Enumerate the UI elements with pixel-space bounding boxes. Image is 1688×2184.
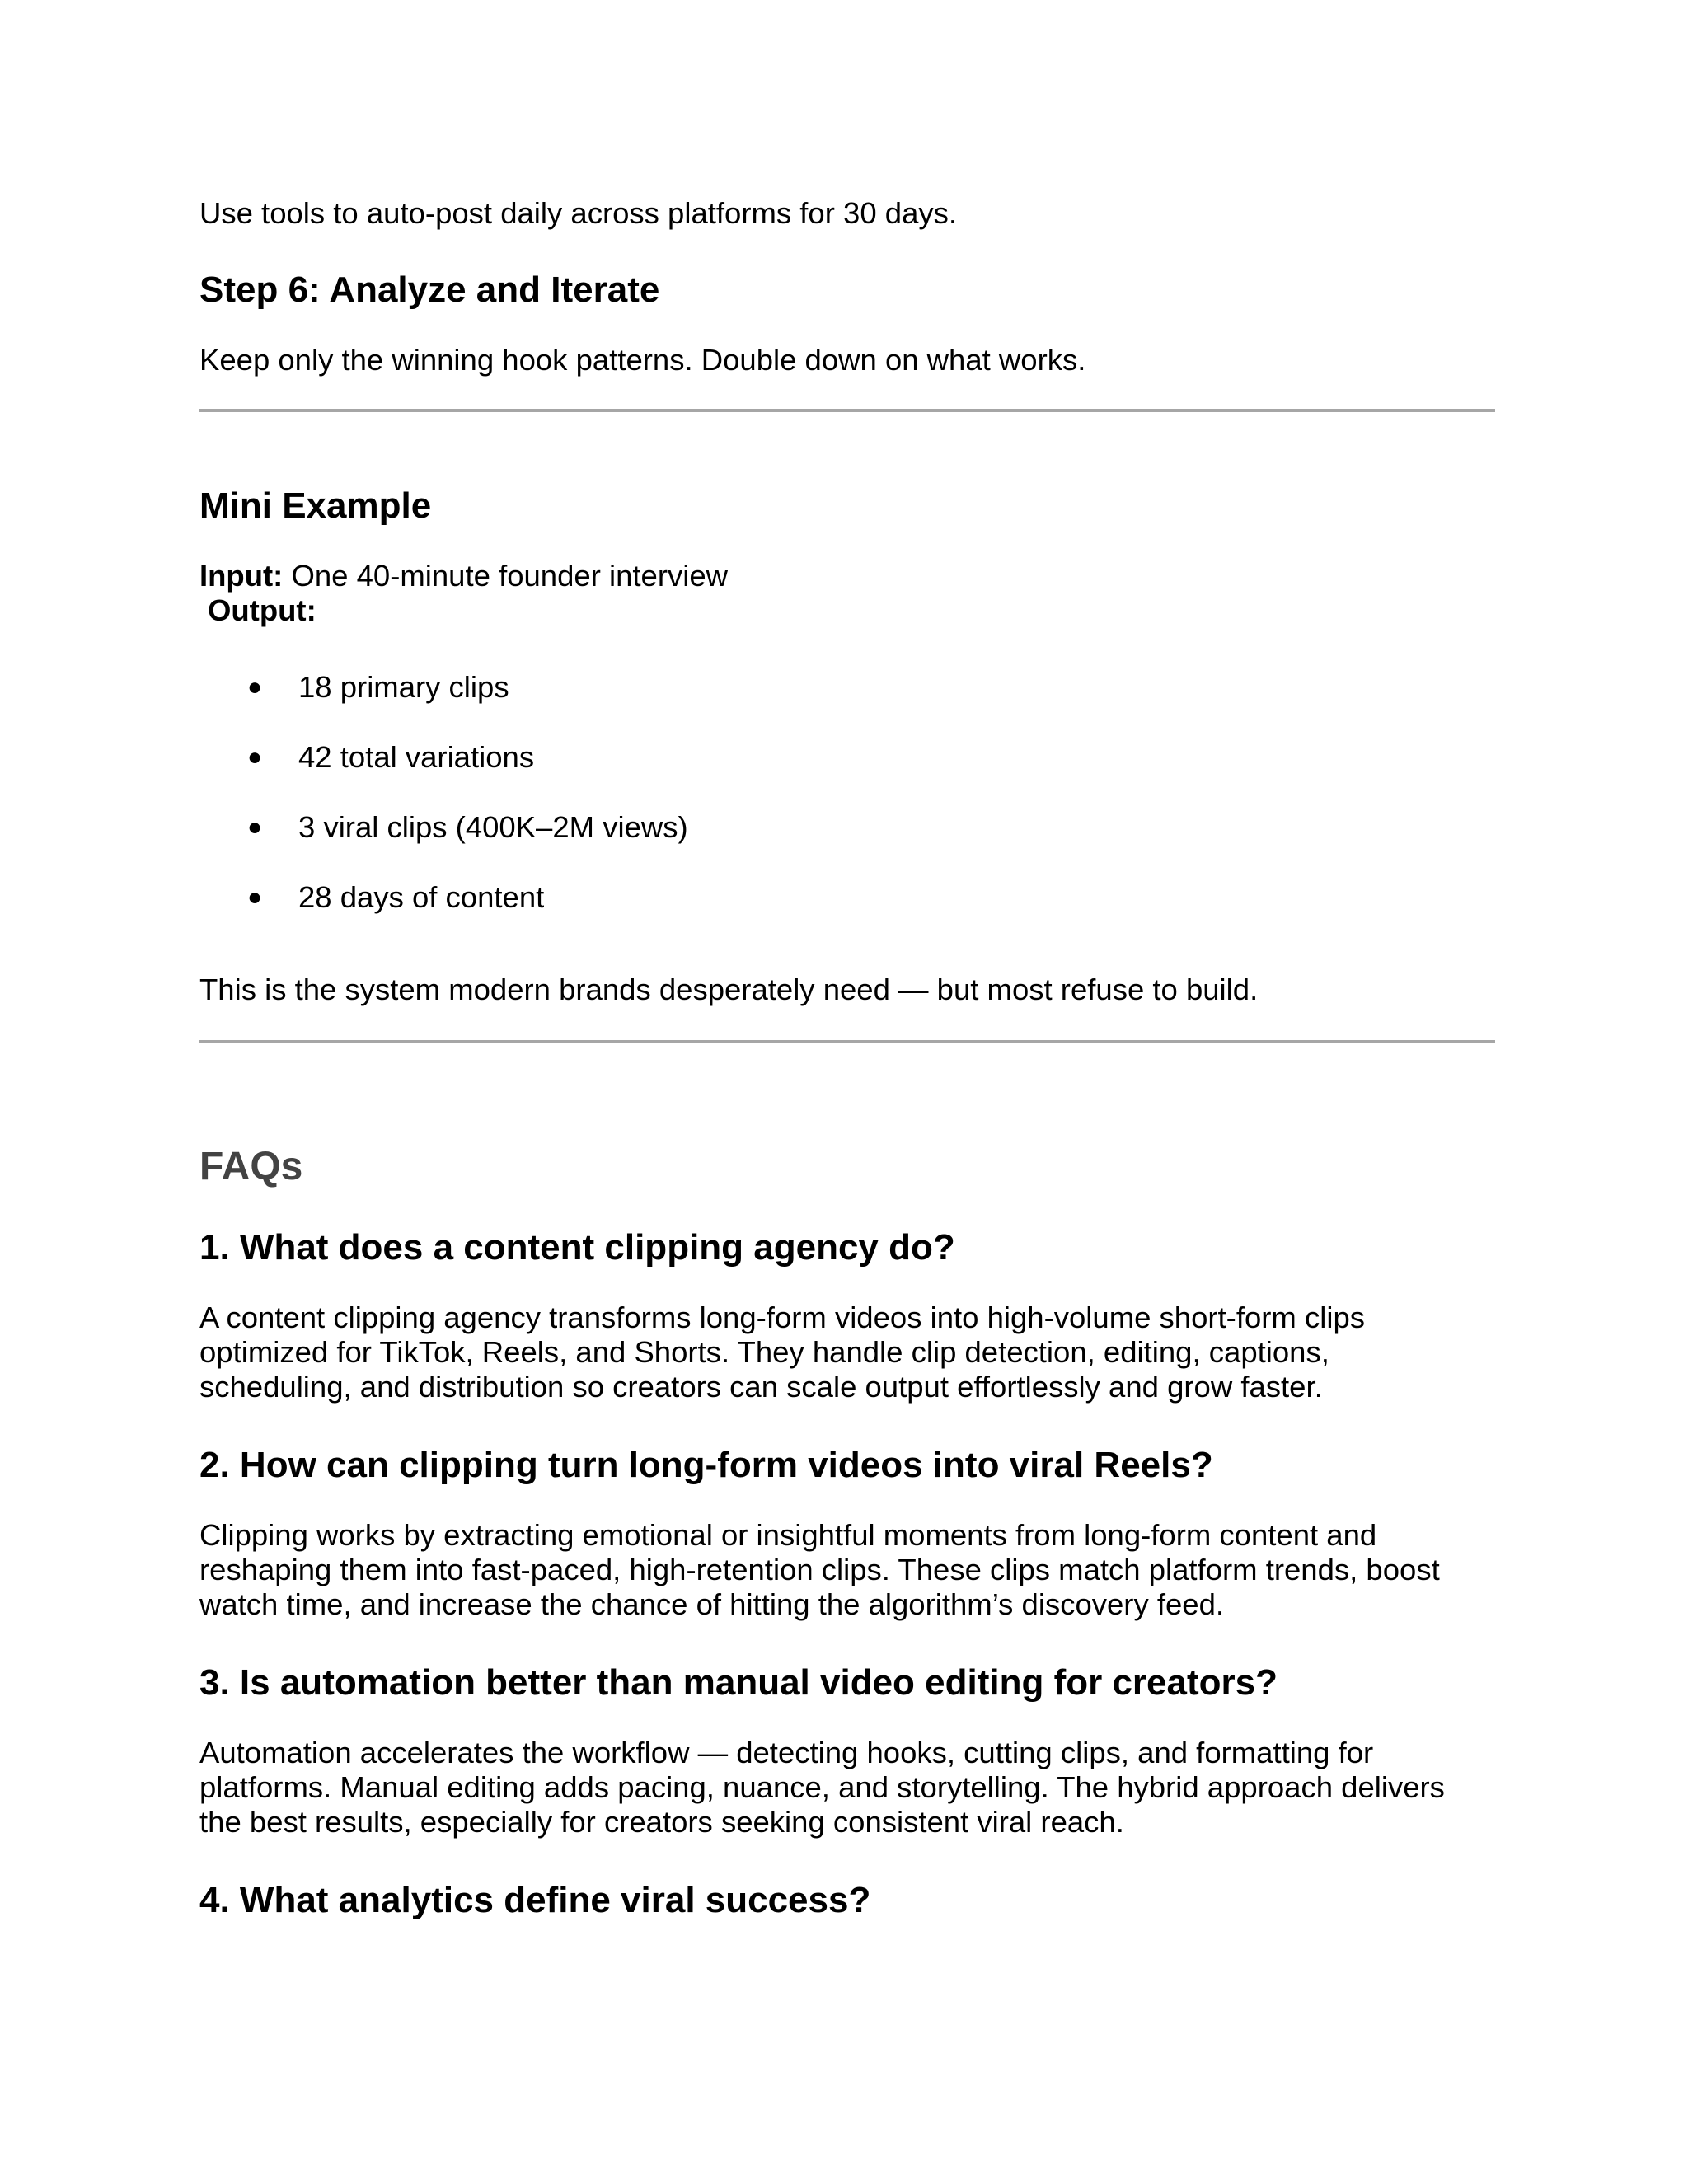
bullet-text: 28 days of content xyxy=(298,880,545,914)
output-label xyxy=(208,593,316,628)
bullet-icon: ● xyxy=(247,883,263,911)
faq-answer-line: optimized for TikTok, Reels, and Shorts. They handle clip detection, editing, captions, xyxy=(199,1335,1329,1369)
horizontal-rule xyxy=(199,409,1495,412)
faq-answer-line: Automation accelerates the workflow — detecting hooks, cutting clips, and formatting for xyxy=(199,1736,1374,1769)
faq-answer xyxy=(199,1301,1365,1404)
faq-question: 2. How can clipping turn long-form videos into viral Reels? xyxy=(199,1445,1213,1485)
faq-answer xyxy=(199,1518,1440,1622)
faqs-title: FAQs xyxy=(199,1145,303,1188)
faq-answer-line: watch time, and increase the chance of hitting the algorithm’s discovery feed. xyxy=(199,1587,1225,1621)
input-value: One 40-minute founder interview xyxy=(283,559,729,593)
faq-question: 4. What analytics define viral success? xyxy=(199,1880,871,1920)
output-label-text: Output: xyxy=(208,593,316,627)
faq-answer-line: scheduling, and distribution so creators can scale output effortlessly and grow faster. xyxy=(199,1370,1323,1404)
bullet-icon: ● xyxy=(247,813,263,841)
faq-answer xyxy=(199,1736,1445,1840)
input-line xyxy=(199,559,728,593)
faq-answer-line: A content clipping agency transforms long-form videos into high-volume short-form clips xyxy=(199,1301,1366,1334)
bullet-text: 18 primary clips xyxy=(298,670,509,704)
step6-text: Keep only the winning hook patterns. Double down on what works. xyxy=(199,343,1086,377)
closing-line: This is the system modern brands desperately need — but most refuse to build. xyxy=(199,972,1259,1006)
input-label: Input: xyxy=(199,559,284,593)
bullet-icon: ● xyxy=(247,743,263,771)
faq-answer-line: Clipping works by extracting emotional or insightful moments from long-form content and xyxy=(199,1518,1377,1552)
mini-example-heading: Mini Example xyxy=(199,485,432,526)
horizontal-rule xyxy=(199,1040,1495,1043)
faq-question: 1. What does a content clipping agency do? xyxy=(199,1227,955,1268)
bullet-text: 42 total variations xyxy=(298,740,535,774)
faq-question: 3. Is automation better than manual video editing for creators? xyxy=(199,1662,1278,1703)
intro-line: Use tools to auto-post daily across platforms for 30 days. xyxy=(199,196,958,230)
step6-heading: Step 6: Analyze and Iterate xyxy=(199,269,660,310)
faq-answer-line: the best results, especially for creators seeking consistent viral reach. xyxy=(199,1805,1124,1839)
bullet-icon: ● xyxy=(247,673,263,701)
faq-answer-line: platforms. Manual editing adds pacing, nuance, and storytelling. The hybrid approach delivers xyxy=(199,1770,1445,1804)
faq-answer-line: reshaping them into fast-paced, high-retention clips. These clips match platform trends, boost xyxy=(199,1553,1440,1586)
bullet-text: 3 viral clips (400K–2M views) xyxy=(298,810,688,844)
